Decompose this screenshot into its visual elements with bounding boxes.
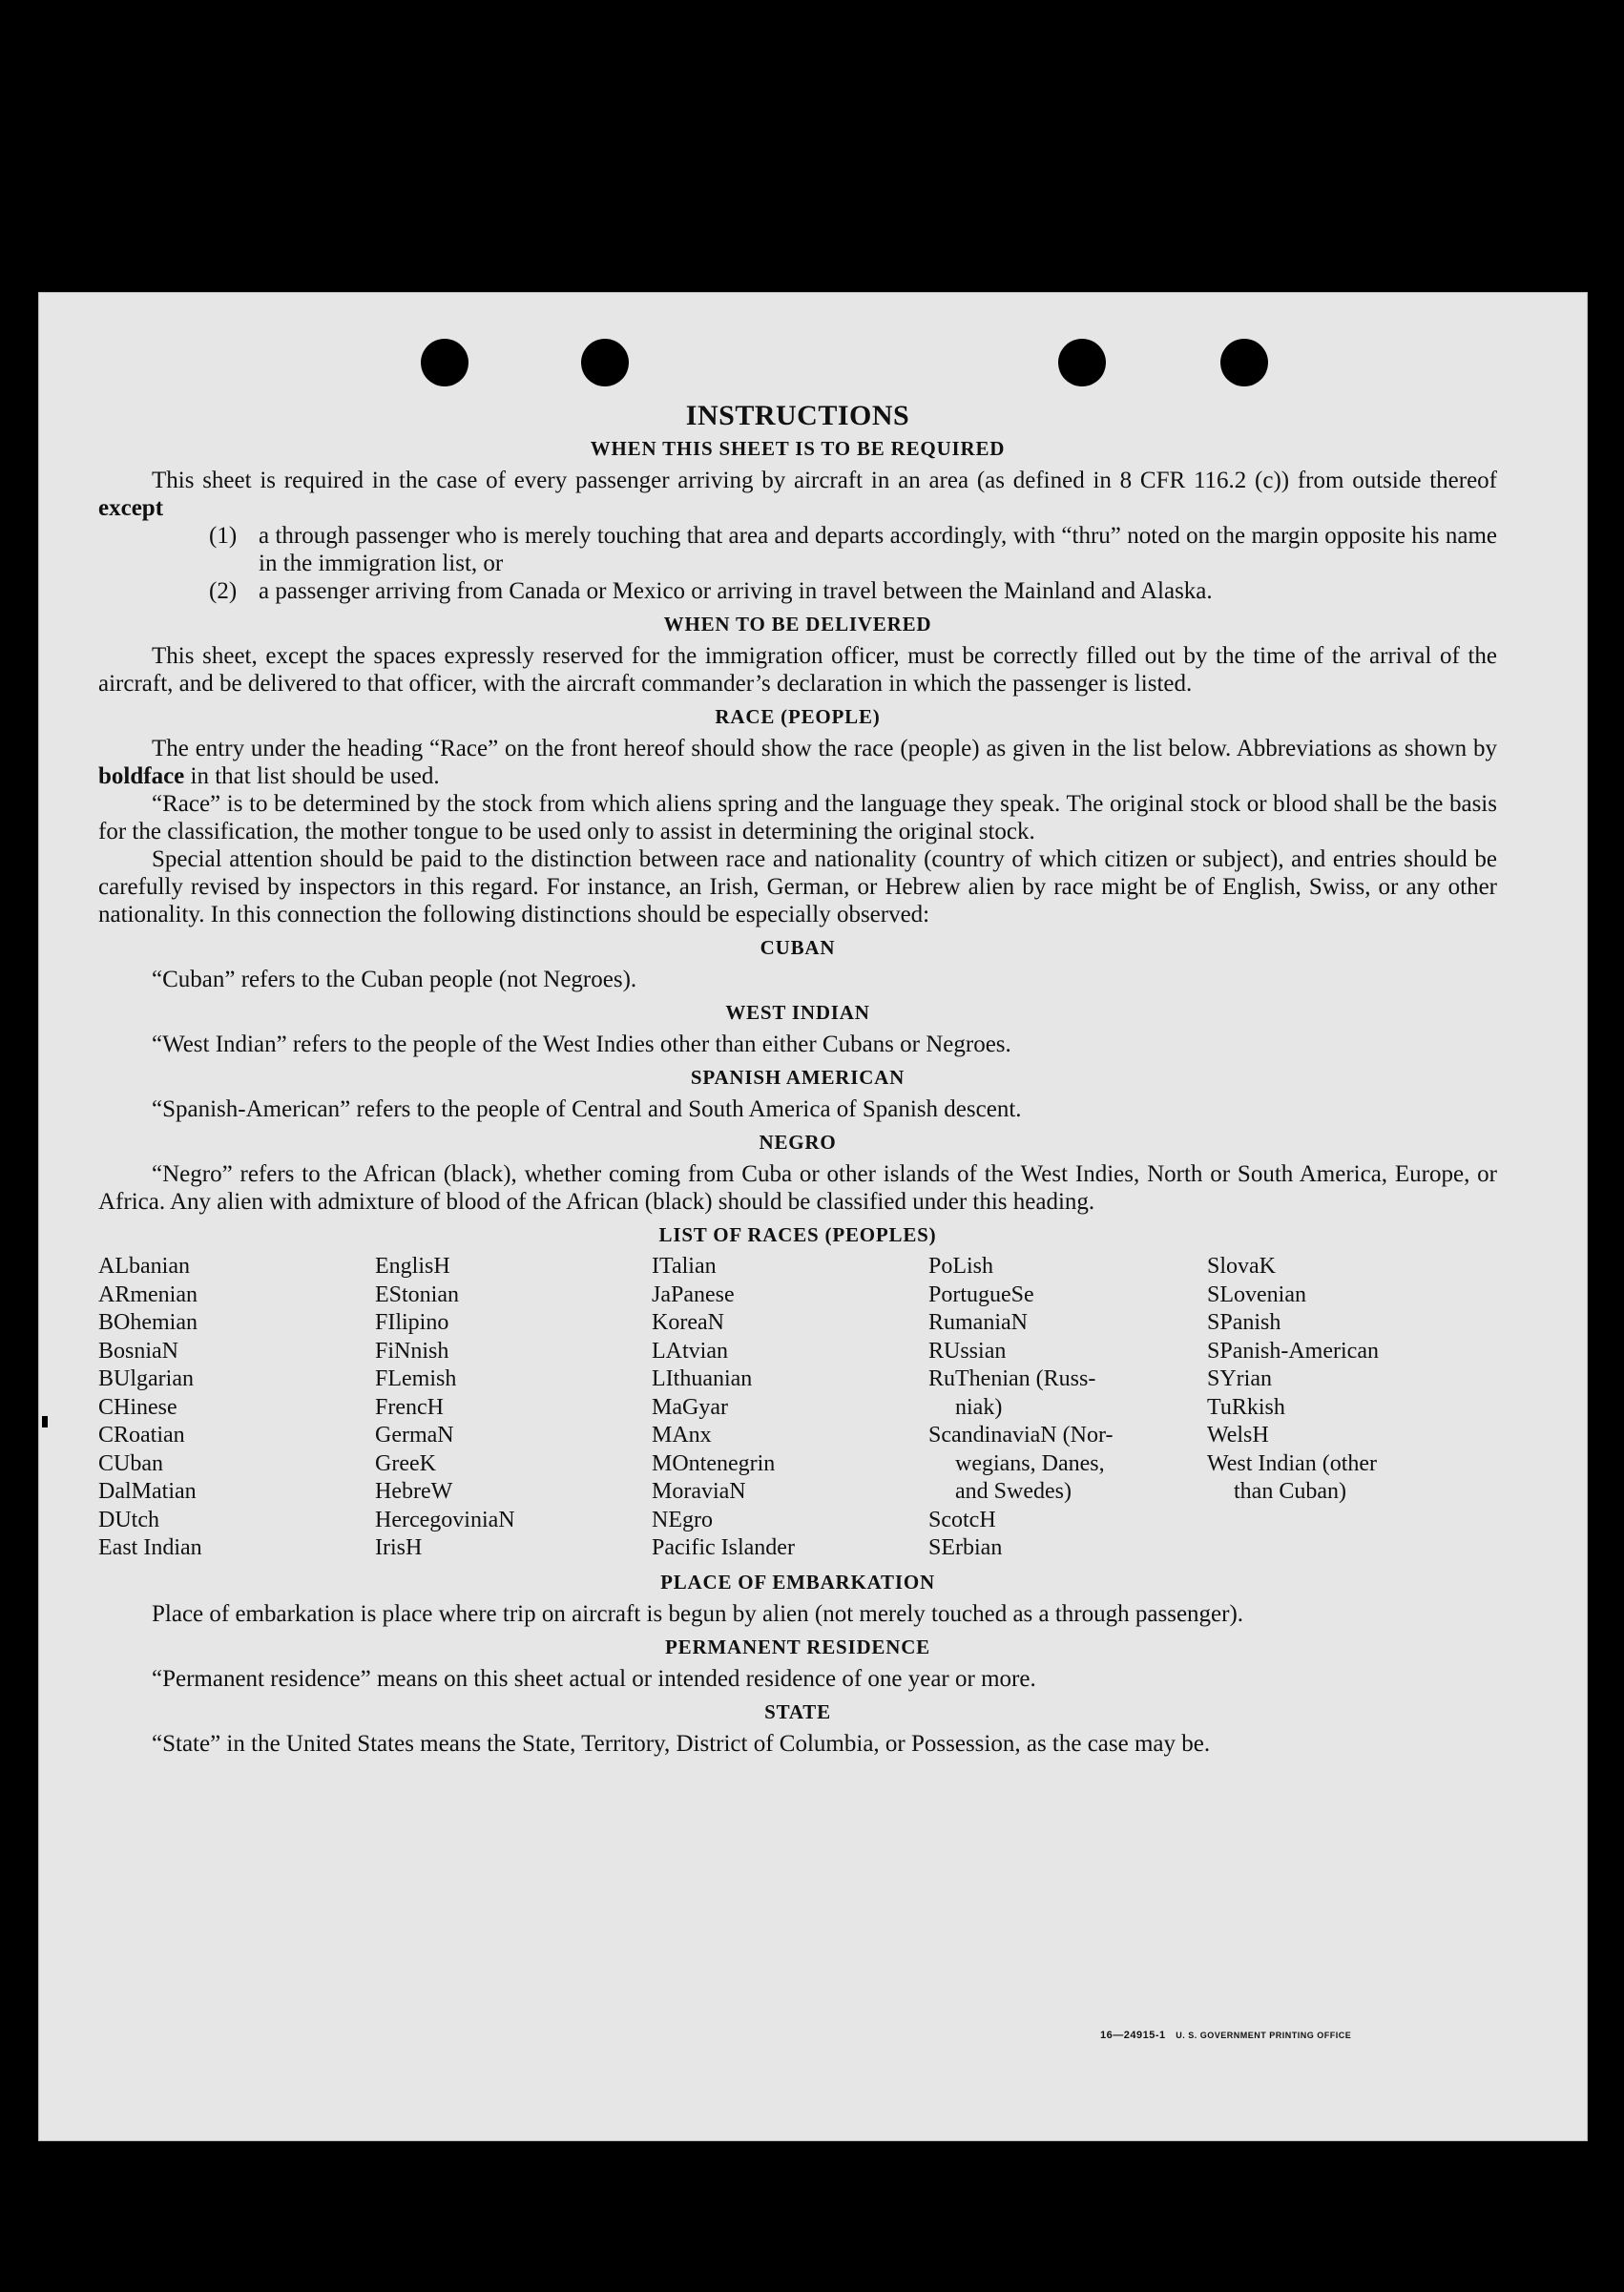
section-heading-west-indian: WEST INDIAN	[725, 1001, 870, 1024]
page-title: INSTRUCTIONS	[685, 400, 910, 431]
printer-imprint: U. S. GOVERNMENT PRINTING OFFICE	[1176, 2031, 1352, 2040]
scan-artifact	[279, 2266, 303, 2269]
race-entry: RUssian	[928, 1338, 1007, 1364]
section-heading-state: STATE	[764, 1699, 831, 1723]
race-entry: DUtch	[98, 1507, 159, 1532]
race-entry: LAtvian	[652, 1338, 728, 1364]
race-entry: WelsH	[1207, 1423, 1269, 1448]
races-column-5	[1207, 1253, 1455, 1563]
section-heading-residence: PERMANENT RESIDENCE	[665, 1635, 930, 1658]
race-entry: DalMatian	[98, 1479, 197, 1504]
race-entry: HebreW	[375, 1479, 453, 1504]
form-number: 16—24915-1	[1100, 2030, 1166, 2041]
race-entry: MOntenegrin	[652, 1450, 776, 1476]
section-heading-negro: NEGRO	[759, 1131, 837, 1154]
race-entry: BOhemian	[98, 1310, 198, 1335]
form-sheet	[38, 292, 1588, 2141]
race-entry: BosniaN	[98, 1338, 178, 1364]
section-heading-embarkation: PLACE OF EMBARKATION	[660, 1570, 935, 1594]
race-entry: GermaN	[375, 1423, 454, 1448]
race-entry: NEgro	[652, 1507, 713, 1532]
races-column-2	[375, 1253, 652, 1563]
race-entry: SPanish-American	[1207, 1338, 1379, 1364]
race-entry: ARmenian	[98, 1281, 198, 1307]
race-entry: MAnx	[652, 1423, 712, 1448]
required-item-2	[209, 577, 1497, 605]
race-entry: SPanish	[1207, 1310, 1281, 1335]
section-heading-race: RACE (PEOPLE)	[715, 705, 881, 728]
race-paragraph-1: The entry under the heading “Race” on the front hereof should show the race (people) as given in the list below. Abbreviations as shown by boldface in that list should be used.	[98, 736, 1497, 789]
embarkation-text: Place of embarkation is place where trip on aircraft is begun by alien (not merely touched as a through passenger).	[152, 1600, 1244, 1627]
race-entry: CRoatian	[98, 1423, 185, 1448]
race-entry: East Indian	[98, 1535, 202, 1560]
race-entry-continued: niak)	[955, 1394, 1003, 1420]
races-column-1	[98, 1253, 375, 1563]
race-entry: MaGyar	[652, 1394, 728, 1420]
punch-hole-4	[1220, 339, 1268, 386]
race-entry: CUban	[98, 1450, 163, 1476]
race-entry: MoraviaN	[652, 1479, 746, 1504]
form-number-footer	[1100, 2030, 1351, 2041]
instructions-body	[98, 402, 1497, 1758]
races-column-3	[652, 1253, 928, 1563]
race-entry: CHinese	[98, 1394, 177, 1420]
race-entry: West Indian (other	[1207, 1450, 1378, 1476]
race-entry: FIlipino	[375, 1310, 449, 1335]
section-heading-cuban: CUBAN	[760, 936, 836, 959]
race-paragraph-3: Special attention should be paid to the distinction between race and nationality (country of which citizen or subject), and entries should be carefully revised by inspectors in this regard. For instance, an Irish, German, or Hebrew alien by race might be of English, Swiss, or any other nationality. In this connection the following distinctions should be especially observed:	[98, 846, 1497, 927]
item-number: (1)	[209, 523, 238, 549]
required-intro: This sheet is required in the case of every passenger arriving by aircraft in an area (as defined in 8 CFR 116.2 (c)) from outside thereof except	[98, 468, 1497, 521]
race-entry: BUlgarian	[98, 1366, 194, 1391]
race-entry: KoreaN	[652, 1310, 724, 1335]
race-entry: ITalian	[652, 1254, 717, 1279]
race-entry: LIthuanian	[652, 1366, 753, 1391]
punch-hole-1	[421, 339, 468, 386]
race-entry: JaPanese	[652, 1281, 735, 1307]
delivered-text: This sheet, except the spaces expressly reserved for the immigration officer, must be correctly filled out by the time of the arrival of the aircraft, and be delivered to that officer, with the aircraft commander’s declaration in which the passenger is listed.	[98, 643, 1497, 697]
race-entry: EnglisH	[375, 1254, 450, 1279]
races-list	[98, 1253, 1497, 1563]
race-entry: RuThenian (Russ-	[928, 1366, 1096, 1391]
race-entry-continued: and Swedes)	[955, 1479, 1072, 1504]
race-entry-continued: wegians, Danes,	[955, 1450, 1105, 1476]
race-entry: ScandinaviaN (Nor-	[928, 1423, 1114, 1448]
race-entry: IrisH	[375, 1535, 423, 1560]
negro-text: “Negro” refers to the African (black), whether coming from Cuba or other islands of the West Indies, North or South America, Europe, or Africa. Any alien with admixture of blood of the African (black) should be classified under this heading.	[98, 1161, 1497, 1215]
race-entry: EStonian	[375, 1281, 459, 1307]
item-text: a through passenger who is merely touching that area and departs accordingly, with “thru” noted on the margin opposite his name in the immigration list, or	[259, 523, 1497, 576]
west-indian-text: “West Indian” refers to the people of the West Indies other than either Cubans or Negroes.	[152, 1031, 1011, 1057]
section-heading-required: WHEN THIS SHEET IS TO BE REQUIRED	[590, 437, 1006, 460]
race-entry: GreeK	[375, 1450, 436, 1476]
state-text: “State” in the United States means the State, Territory, District of Columbia, or Possession, as the case may be.	[152, 1730, 1211, 1757]
race-entry: ScotcH	[928, 1507, 996, 1532]
spanish-american-text: “Spanish-American” refers to the people of Central and South America of Spanish descent.	[152, 1096, 1022, 1122]
item-text: a passenger arriving from Canada or Mexico or arriving in travel between the Mainland and Alaska.	[259, 578, 1213, 604]
race-entry: TuRkish	[1207, 1394, 1285, 1420]
race-entry: ALbanian	[98, 1254, 190, 1279]
section-heading-delivered: WHEN TO BE DELIVERED	[663, 613, 932, 636]
race-paragraph-2: “Race” is to be determined by the stock from which aliens spring and the language they speak. The original stock or blood shall be the basis for the classification, the mother tongue to be used only to assist in determining the original stock.	[98, 791, 1497, 844]
punch-hole-3	[1058, 339, 1106, 386]
race-entry: SLovenian	[1207, 1281, 1306, 1307]
race-entry: HercegoviniaN	[375, 1507, 515, 1532]
race-entry: RumaniaN	[928, 1310, 1028, 1335]
race-entry: SErbian	[928, 1535, 1003, 1560]
races-column-4	[928, 1253, 1207, 1563]
cuban-text: “Cuban” refers to the Cuban people (not Negroes).	[152, 967, 637, 992]
section-heading-list: LIST OF RACES (PEOPLES)	[658, 1223, 937, 1246]
race-entry: FiNnish	[375, 1338, 449, 1364]
race-entry-continued: than Cuban)	[1234, 1479, 1346, 1504]
section-heading-spanish-american: SPANISH AMERICAN	[690, 1066, 906, 1089]
race-entry: PoLish	[928, 1254, 994, 1279]
race-entry: FLemish	[375, 1366, 457, 1391]
race-entry: SlovaK	[1207, 1254, 1276, 1279]
race-entry: SYrian	[1207, 1366, 1272, 1391]
scan-artifact	[42, 1416, 48, 1427]
item-number: (2)	[209, 578, 238, 604]
punch-hole-2	[581, 339, 629, 386]
race-entry: PortugueSe	[928, 1281, 1034, 1307]
race-entry: FrencH	[375, 1394, 444, 1420]
residence-text: “Permanent residence” means on this sheet actual or intended residence of one year or more.	[152, 1665, 1036, 1692]
required-item-1	[209, 522, 1497, 577]
race-entry: Pacific Islander	[652, 1535, 795, 1560]
